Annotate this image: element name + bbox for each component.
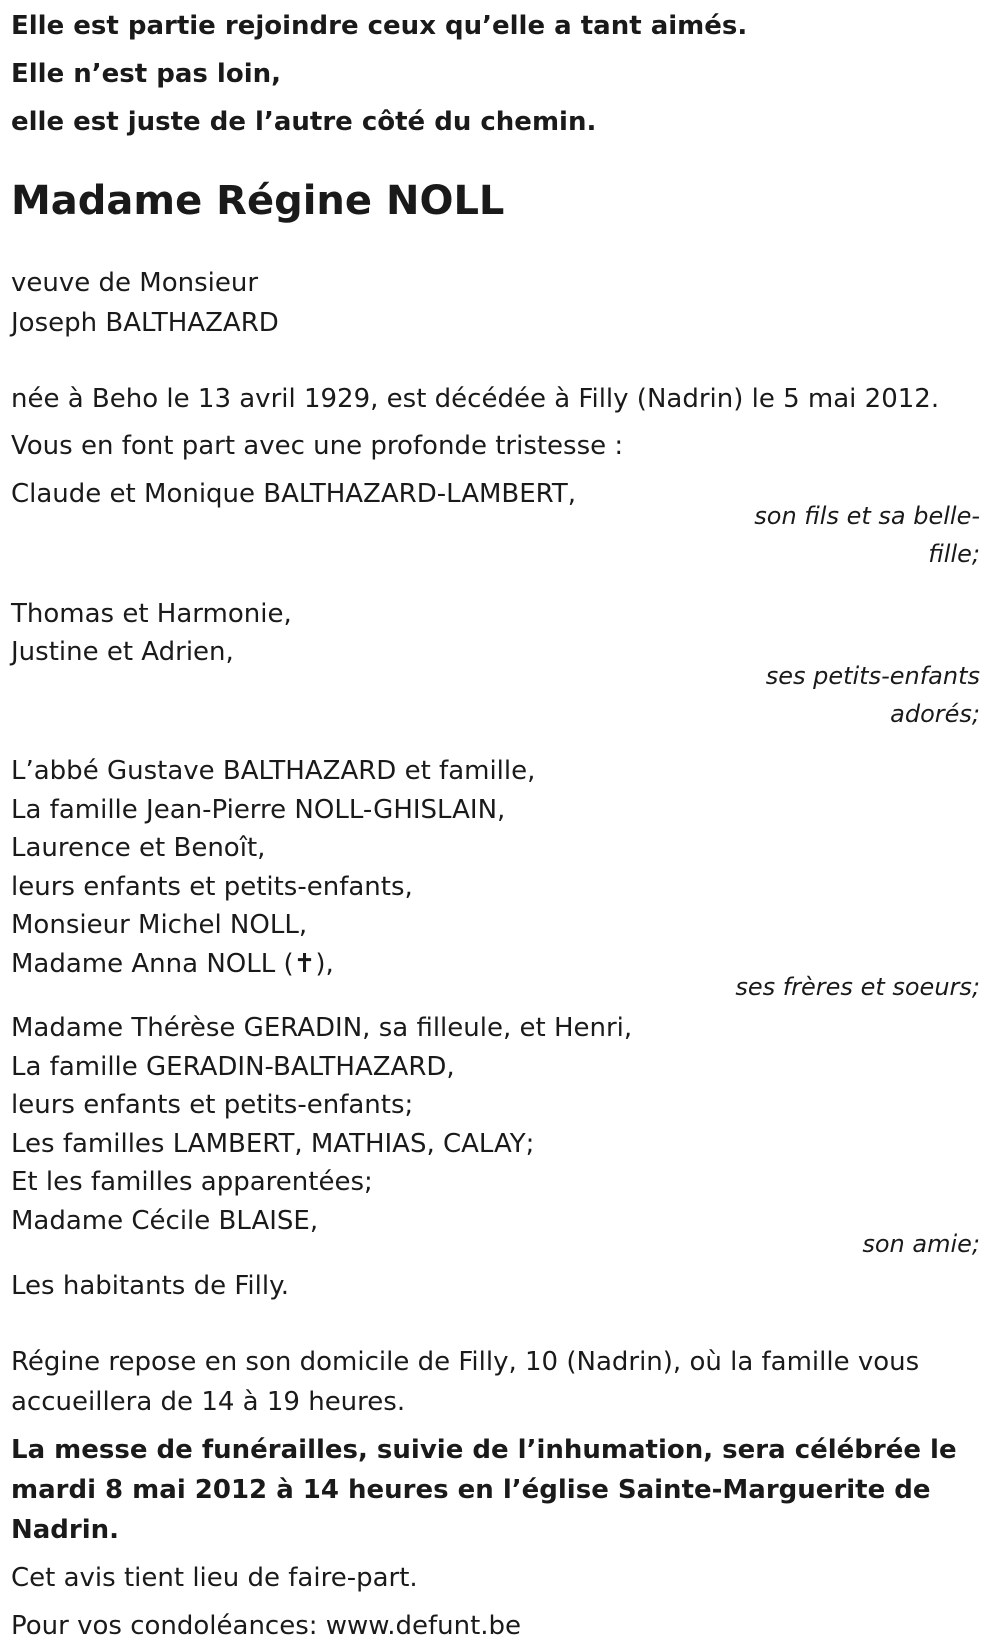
- relationship-label: ses petits-enfants: [765, 662, 980, 690]
- inhabitants-line: Les habitants de Filly.: [11, 1271, 290, 1301]
- birth-death-line: née à Beho le 13 avril 1929, est décédée à Filly (Nadrin) le 5 mai 2012.: [11, 384, 940, 414]
- family-names: leurs enfants et petits-enfants;: [11, 1090, 414, 1120]
- widow-block: [11, 263, 988, 343]
- relationship-label: son amie;: [862, 1230, 980, 1258]
- relationship-label: fille;: [928, 540, 980, 568]
- family-names: Et les familles apparentées;: [11, 1167, 373, 1197]
- family-names: Madame Anna NOLL (✝),: [11, 948, 334, 979]
- widow-line: veuve de Monsieur: [11, 268, 259, 298]
- obituary-document: [11, 0, 988, 1646]
- family-names: Madame Cécile BLAISE,: [11, 1205, 319, 1236]
- family-names: La famille Jean-Pierre NOLL-GHISLAIN,: [11, 794, 506, 825]
- family-names: Les familles LAMBERT, MATHIAS, CALAY;: [11, 1128, 535, 1159]
- family-names: L’abbé Gustave BALTHAZARD et famille,: [11, 756, 536, 786]
- rest-paragraph: Régine repose en son domicile de Filly, 10 (Nadrin), où la famille vous accueillera de 14 à 19 heures.: [11, 1347, 920, 1417]
- poem-line: Elle est partie rejoindre ceux qu’elle a tant aimés.: [11, 11, 748, 41]
- mass-paragraph: La messe de funérailles, suivie de l’inhumation, sera célébrée le mardi 8 mai 2012 à 14 heures en l’église Sainte-Marguerite de Nadrin.: [11, 1435, 957, 1545]
- siblings-block: [11, 752, 988, 1007]
- condolences-line: Pour vos condoléances: www.defunt.be: [11, 1611, 522, 1641]
- others-block: [11, 1009, 988, 1264]
- relationship-label: ses frères et soeurs;: [735, 973, 980, 1001]
- family-names: Madame Thérèse GERADIN, sa filleule, et Henri,: [11, 1013, 633, 1043]
- relationship-label: adorés;: [890, 700, 980, 728]
- poem-line: Elle n’est pas loin,: [11, 59, 282, 89]
- family-names: Claude et Monique BALTHAZARD-LAMBERT,: [11, 479, 576, 509]
- poem: [11, 2, 988, 146]
- grandchildren-block: [11, 594, 988, 734]
- relationship-label: son fils et sa belle-: [754, 502, 980, 530]
- announce-line: Vous en font part avec une profonde tristesse :: [11, 431, 624, 461]
- family-names: Monsieur Michel NOLL,: [11, 910, 308, 940]
- family-names: Justine et Adrien,: [11, 637, 234, 667]
- family-names: leurs enfants et petits-enfants,: [11, 871, 413, 902]
- family-names: Laurence et Benoît,: [11, 833, 266, 863]
- family-names: Thomas et Harmonie,: [11, 599, 292, 629]
- son-block: [11, 474, 988, 574]
- poem-line: elle est juste de l’autre côté du chemin.: [11, 107, 597, 137]
- widow-line: Joseph BALTHAZARD: [11, 308, 279, 338]
- deceased-name: Madame Régine NOLL: [11, 178, 505, 224]
- family-names: La famille GERADIN-BALTHAZARD,: [11, 1051, 455, 1082]
- notice-line: Cet avis tient lieu de faire-part.: [11, 1563, 418, 1593]
